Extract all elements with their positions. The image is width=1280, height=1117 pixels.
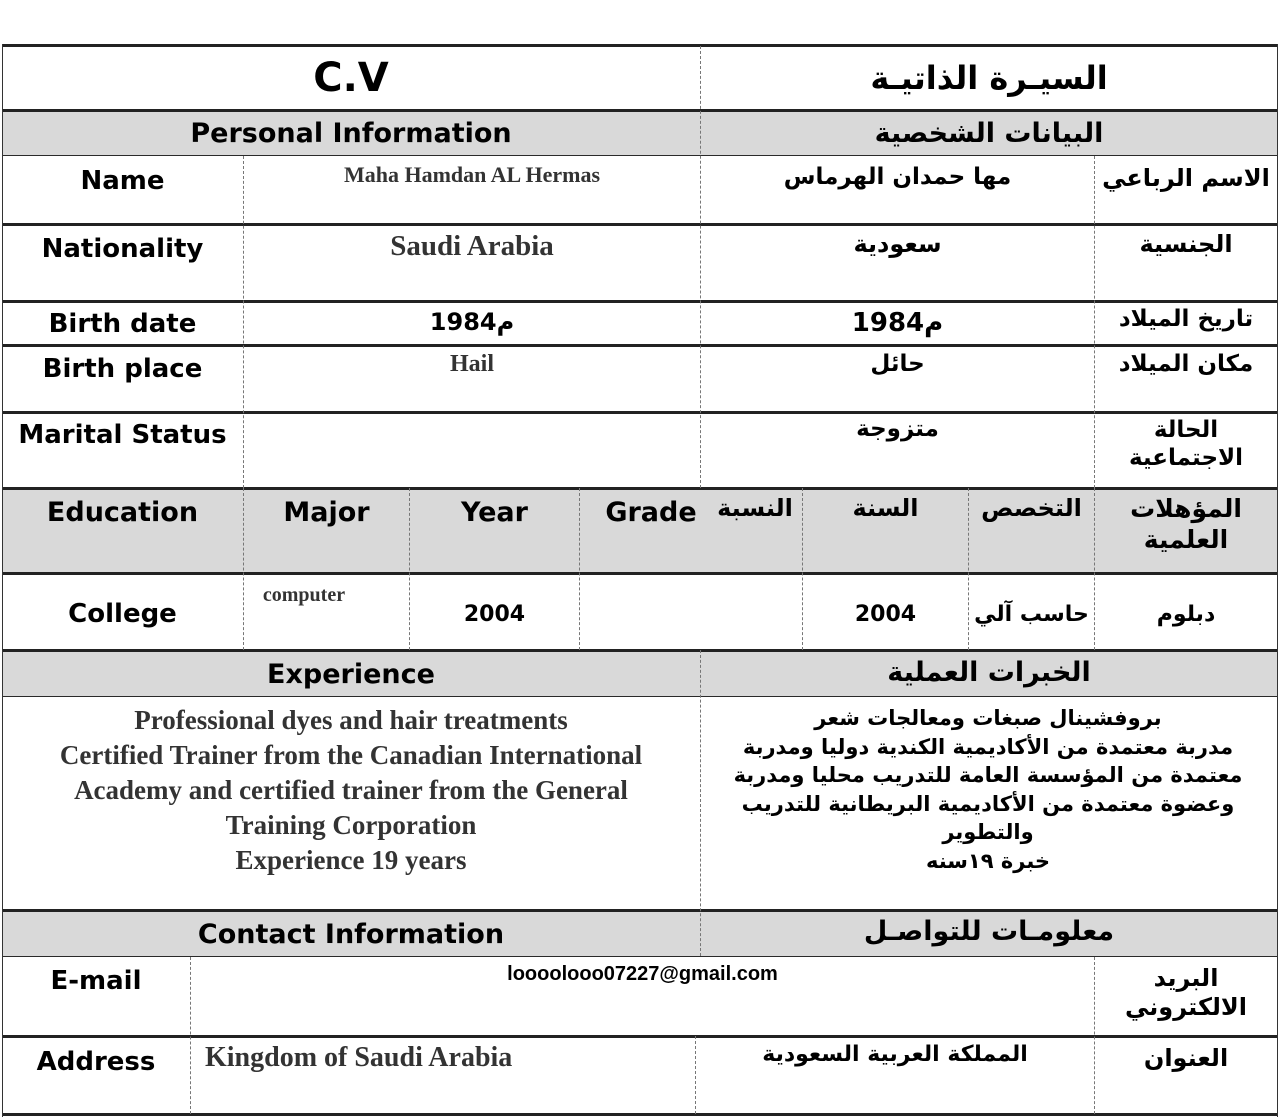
- grade-value: [580, 592, 802, 636]
- year-header: Year: [461, 497, 528, 528]
- birth-date-value-arabic: 1984م: [851, 308, 944, 338]
- education-header: Education: [46, 497, 199, 528]
- nationality-label-arabic: الجنسية: [1139, 230, 1233, 258]
- marital-status-label-arabic: الحالة الاجتماعية: [1128, 417, 1244, 472]
- qualification-value-arabic: دبلوم: [1156, 601, 1216, 627]
- birth-place-label-arabic: مكان الميلاد: [1118, 351, 1254, 377]
- name-label: Name: [80, 166, 165, 196]
- marital-status-value: [244, 420, 700, 470]
- birth-place-label: Birth place: [42, 354, 203, 384]
- personal-section-title-arabic: البيانات الشخصية: [874, 118, 1104, 149]
- address-label: Address: [36, 1047, 156, 1077]
- name-label-arabic: الاسم الرباعي: [1102, 164, 1270, 192]
- cv-title: C.V: [313, 54, 389, 101]
- grade-header: Grade: [605, 497, 697, 528]
- nationality-value-arabic: سعودية: [853, 230, 942, 258]
- row-divider: [2, 223, 1278, 226]
- address-value: Kingdom of Saudi Arabia: [205, 1042, 513, 1073]
- experience-text-arabic: بروفشينال صبغات ومعالجات شعر مدربة معتمدة من الأكاديمية الكندية دوليا ومدربة معتمدة من المؤسسة العامة للتدريب محليا ومدربة وعضوة معتمدة من الأكاديمية البريطانية للتدريب والتطوير خبرة ١٩سنه: [733, 706, 1243, 873]
- major-value: computer: [262, 584, 346, 606]
- birth-date-label: Birth date: [48, 308, 197, 339]
- experience-text: Professional dyes and hair treatments Certified Trainer from the Canadian International Academy and certified trainer from the General Training Corporation Experience 19 years: [59, 705, 643, 875]
- year-header-arabic: السنة: [852, 494, 919, 522]
- marital-status-label: Marital Status: [18, 420, 227, 450]
- name-value-arabic: مها حمدان الهرماس: [783, 164, 1012, 190]
- nationality-label: Nationality: [41, 234, 204, 264]
- contact-section-title-arabic: معلومـات للتواصـل: [863, 916, 1115, 947]
- cv-title-arabic: السيـرة الذاتيـة: [870, 58, 1108, 97]
- major-value-arabic: حاسب آلي: [974, 601, 1089, 627]
- address-label-arabic: العنوان: [1143, 1044, 1229, 1072]
- year-value-arabic: 2004: [854, 601, 917, 627]
- marital-status-value-arabic: متزوجة: [856, 416, 939, 442]
- address-value-arabic: المملكة العربية السعودية: [762, 1042, 1028, 1067]
- grade-header-arabic: النسبة: [717, 494, 793, 522]
- email-label-arabic: البريد الالكتروني: [1125, 964, 1248, 1022]
- name-value: Maha Hamdan AL Hermas: [343, 162, 601, 187]
- personal-section-title: Personal Information: [190, 118, 512, 149]
- table-border: [2, 1113, 1278, 1116]
- email-value[interactable]: loooolooo07227@gmail.com: [507, 963, 778, 985]
- cv-document: [0, 44, 1280, 1117]
- row-divider: [2, 1035, 1278, 1038]
- row-divider: [2, 487, 1278, 490]
- row-divider: [2, 411, 1278, 414]
- table-border: [1277, 44, 1278, 1117]
- birth-date-label-arabic: تاريخ الميلاد: [1118, 306, 1254, 332]
- birth-place-value: Hail: [449, 351, 494, 377]
- contact-section-title: Contact Information: [197, 919, 505, 950]
- nationality-value: Saudi Arabia: [390, 230, 554, 262]
- row-divider: [2, 155, 1278, 156]
- education-value: College: [68, 599, 177, 629]
- birth-place-value-arabic: حائل: [870, 351, 925, 377]
- major-header-arabic: التخصص: [981, 494, 1082, 522]
- birth-date-value: 1984م: [429, 308, 515, 336]
- email-label: E-mail: [50, 966, 142, 996]
- experience-section-title-arabic: الخبرات العملية: [887, 657, 1091, 688]
- row-divider: [2, 572, 1278, 575]
- qualification-header-arabic: المؤهلات العلمية: [1130, 494, 1242, 554]
- experience-section-title: Experience: [267, 659, 435, 690]
- row-divider: [2, 956, 1278, 957]
- row-divider: [2, 344, 1278, 347]
- year-value: 2004: [463, 601, 526, 627]
- row-divider: [2, 696, 1278, 697]
- major-header: Major: [283, 497, 370, 528]
